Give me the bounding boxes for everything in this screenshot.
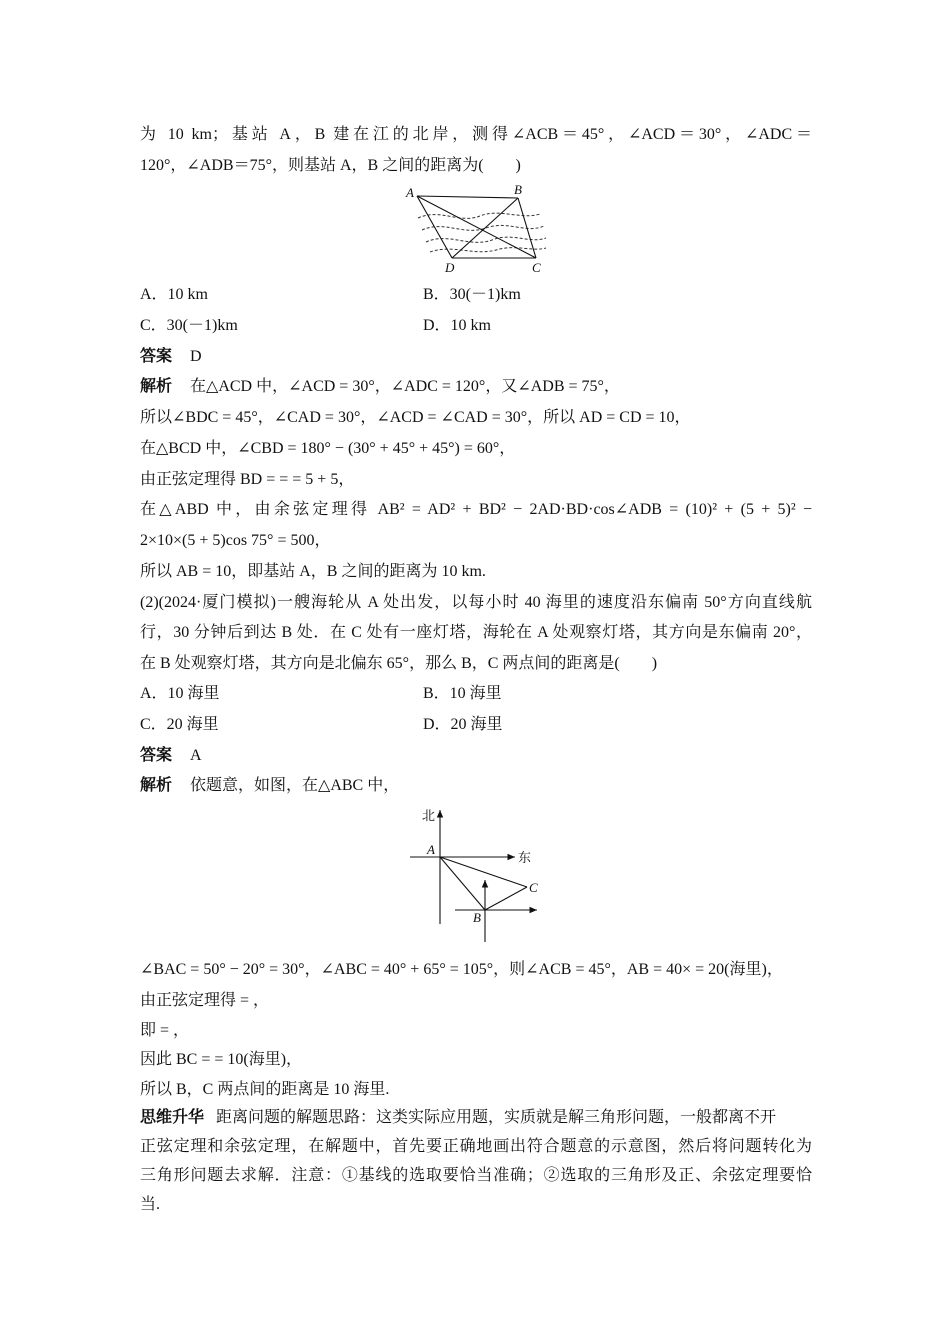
q2-answer — [140, 745, 812, 767]
segment-bc — [485, 887, 527, 910]
q2-analysis-intro — [140, 775, 812, 797]
summary-line-3: 三角形问题去求解．注意：①基线的选取要恰当准确；②选取的三角形及正、余弦定理要恰 — [140, 1167, 812, 1184]
label-c: C — [532, 260, 541, 275]
q1-stem-line-2: 120°，∠ADB＝75°，则基站 A，B 之间的距离为( ) — [140, 157, 521, 174]
label-b: B — [514, 182, 522, 197]
analysis-label: 解析 — [140, 378, 173, 395]
summary-line-4: 当. — [140, 1196, 161, 1213]
q2-analysis-line-4: 因此 BC = = 10(海里)， — [140, 1051, 303, 1068]
answer-value: D — [190, 348, 202, 365]
summary-line-1 — [140, 1107, 812, 1129]
analysis-text: 在△ACD 中，∠ACD = 30°，∠ADC = 120°，又∠ADB = 75°， — [190, 378, 620, 395]
label-a: A — [427, 842, 435, 857]
summary-label: 思维升华 — [140, 1109, 205, 1126]
q1-analysis-line-4: 由正弦定理得 BD = = = 5 + 5， — [140, 471, 355, 488]
q1-analysis-line-5: 在△ABD 中，由余弦定理得 AB² = AD² + BD² − 2AD·BD·cos∠ADB = (10)² + (5 + 5)² − — [140, 501, 812, 518]
segment-ab — [417, 196, 518, 198]
q1-stem-line-1: 为 10 km；基站 A，B 建在江的北岸，测得∠ACB＝45°，∠ACD＝30°，∠ADC＝ — [140, 126, 812, 143]
q2-option-a: A．10 海里 — [140, 685, 220, 702]
q1-option-b: B．30(－1)km — [423, 286, 521, 303]
q2-analysis-line-3: 即 = ， — [140, 1022, 190, 1039]
label-c: C — [529, 880, 538, 895]
segment-bd — [452, 198, 518, 258]
q1-option-c: C．30(－1)km — [140, 317, 238, 334]
answer-value: A — [190, 747, 202, 764]
q1-analysis-line-1 — [140, 376, 812, 398]
label-a: A — [406, 185, 414, 200]
analysis-text: 依题意，如图，在△ABC 中， — [190, 777, 400, 794]
summary-text: 距离问题的解题思路：这类实际应用题，实质就是解三角形问题，一般都离不开 — [216, 1109, 777, 1126]
q2-analysis-line-2: 由正弦定理得 = ， — [140, 992, 270, 1009]
label-b: B — [473, 910, 481, 925]
q2-analysis-line-1: ∠BAC = 50° − 20° = 30°，∠ABC = 40° + 65° = 105°，则∠ACB = 45°，AB = 40× = 20(海里)， — [140, 961, 783, 978]
q2-stem-line-1: (2)(2024·厦门模拟)一艘海轮从 A 处出发，以每小时 40 海里的速度沿东偏南 50°方向直线航 — [140, 594, 812, 611]
q2-option-b: B．10 海里 — [423, 685, 502, 702]
q2-option-d: D．20 海里 — [423, 716, 503, 733]
answer-label: 答案 — [140, 348, 173, 365]
east-label: 东 — [518, 850, 532, 865]
river-wave-3 — [426, 237, 546, 242]
q1-figure — [400, 180, 550, 276]
q2-analysis-line-5: 所以 B，C 两点间的距离是 10 海里. — [140, 1081, 390, 1098]
river-wave-1 — [418, 213, 540, 218]
q1-answer — [140, 346, 812, 368]
north-label: 北 — [422, 808, 436, 823]
q2-stem-line-3: 在 B 处观察灯塔，其方向是北偏东 65°，那么 B，C 两点间的距离是( ) — [140, 655, 658, 672]
q2-figure — [405, 802, 550, 947]
analysis-label: 解析 — [140, 777, 173, 794]
q2-option-c: C．20 海里 — [140, 716, 219, 733]
q1-option-d: D．10 km — [423, 317, 492, 334]
q1-analysis-line-7: 所以 AB = 10，即基站 A，B 之间的距离为 10 km. — [140, 563, 486, 580]
q1-analysis-line-3: 在△BCD 中，∠CBD = 180° − (30° + 45° + 45°) = 60°， — [140, 440, 516, 457]
q2-stem-line-2: 行，30 分钟后到达 B 处．在 C 处有一座灯塔，海轮在 A 处观察灯塔，其方向是东偏南 20°， — [140, 624, 812, 641]
q1-analysis-line-6: 2×10×(5 + 5)cos 75° = 500， — [140, 532, 331, 549]
q1-analysis-line-2: 所以∠BDC = 45°，∠CAD = 30°，∠ACD = ∠CAD = 30°，所以 AD = CD = 10， — [140, 409, 691, 426]
label-d: D — [445, 260, 455, 275]
answer-label: 答案 — [140, 747, 173, 764]
q1-option-a: A．10 km — [140, 286, 209, 303]
summary-line-2: 正弦定理和余弦定理，在解题中，首先要正确地画出符合题意的示意图，然后将问题转化为 — [140, 1138, 812, 1155]
